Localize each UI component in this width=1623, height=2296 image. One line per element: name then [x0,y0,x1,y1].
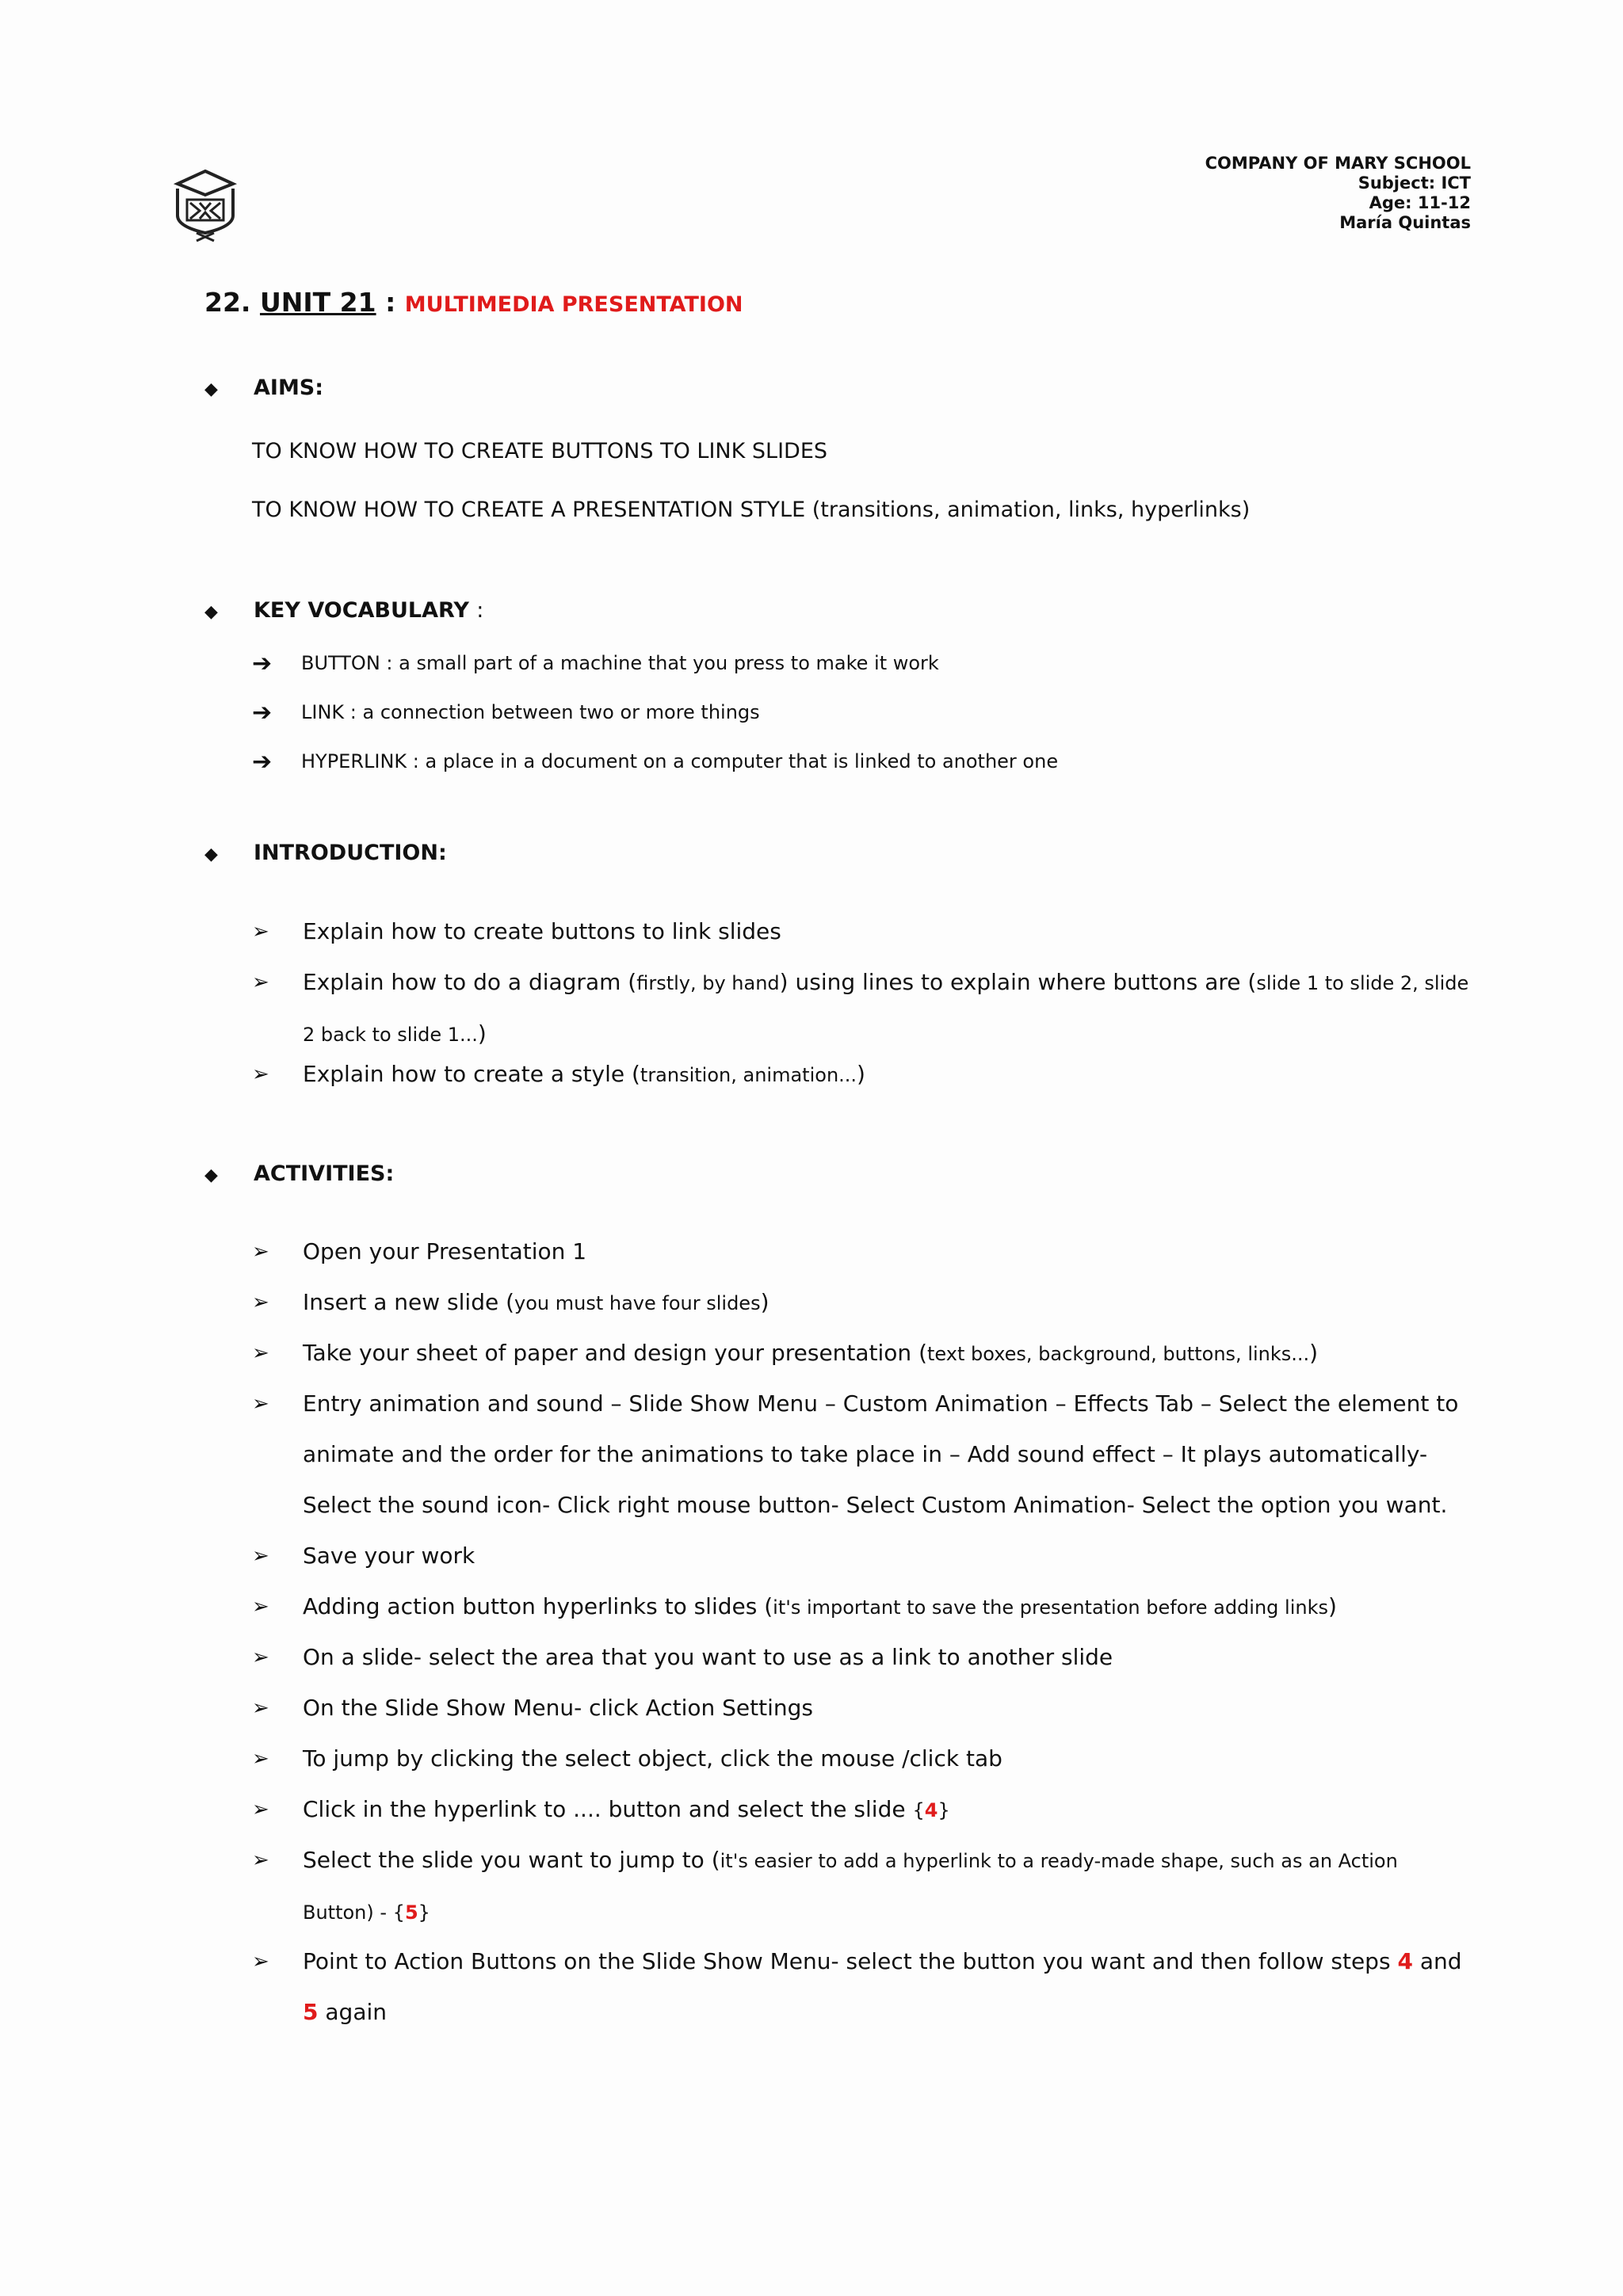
step-number: 4 [1397,1948,1413,1974]
arrowhead-bullet-icon: ➢ [252,1062,269,1086]
arrow-bullet-icon: ➔ [252,748,273,776]
activity-item: ➢ Select the slide you want to jump to (it's easier to add a hyperlink to a ready-made shape, such as an Action Button) - {5} [252,1835,1472,1938]
activity-item: ➢ On the Slide Show Menu- click Action Settings [252,1683,1472,1733]
diamond-bullet-icon: ◆ [204,845,218,864]
arrowhead-bullet-icon: ➢ [252,1291,269,1314]
arrowhead-bullet-icon: ➢ [252,1798,269,1821]
unit-number: 22. [204,287,251,318]
activity-item: ➢ Save your work [252,1531,1472,1581]
arrowhead-bullet-icon: ➢ [252,1696,269,1720]
school-logo [173,170,238,242]
step-number: 5 [404,1901,418,1924]
arrow-bullet-icon: ➔ [252,699,273,727]
teacher-name: María Quintas [1339,213,1471,232]
diamond-bullet-icon: ◆ [204,602,218,622]
arrowhead-bullet-icon: ➢ [252,920,269,944]
vocabulary-item: ➔ BUTTON : a small part of a machine that you press to make it work [252,650,939,677]
introduction-item: ➢ Explain how to do a diagram (firstly, by hand) using lines to explain where buttons are (slide 1 to slide 2, slide 2 back to slide 1...) [252,957,1472,1060]
introduction-heading: ◆ INTRODUCTION: [204,841,447,865]
diamond-bullet-icon: ◆ [204,1165,218,1185]
step-number: 5 [303,1999,319,2025]
arrowhead-bullet-icon: ➢ [252,1544,269,1568]
vocabulary-heading: ◆ KEY VOCABULARY : [204,598,484,623]
unit-label: UNIT 21 [259,287,376,318]
activity-item: ➢ Open your Presentation 1 [252,1226,1472,1277]
activity-item: ➢ Adding action button hyperlinks to slides (it's important to save the presentation before adding links) [252,1581,1472,1633]
introduction-item: ➢ Explain how to create a style (transition, animation...) [252,1049,1472,1100]
title-colon: : [385,287,396,318]
aim-item: TO KNOW HOW TO CREATE BUTTONS TO LINK SLIDES [252,439,828,463]
activity-item: ➢ Take your sheet of paper and design your presentation (text boxes, background, buttons, links...) [252,1328,1472,1379]
aim-item: TO KNOW HOW TO CREATE A PRESENTATION STYLE (transitions, animation, links, hyperlinks) [252,498,1251,522]
arrowhead-bullet-icon: ➢ [252,1646,269,1669]
activity-item: ➢ On a slide- select the area that you want to use as a link to another slide [252,1632,1472,1683]
activity-item: ➢ Click in the hyperlink to .... button and select the slide {4} [252,1784,1472,1836]
activities-heading: ◆ ACTIVITIES: [204,1161,395,1186]
activity-item: ➢ To jump by clicking the select object, click the mouse /click tab [252,1733,1472,1784]
vocabulary-item: ➔ HYPERLINK : a place in a document on a computer that is linked to another one [252,748,1059,776]
vocabulary-item: ➔ LINK : a connection between two or more things [252,699,760,727]
arrowhead-bullet-icon: ➢ [252,1392,269,1416]
step-number: 4 [924,1799,938,1821]
school-header [1205,154,1471,233]
unit-topic: MULTIMEDIA PRESENTATION [404,292,743,317]
arrowhead-bullet-icon: ➢ [252,1240,269,1264]
activity-item: ➢ Insert a new slide (you must have four slides) [252,1277,1472,1329]
arrowhead-bullet-icon: ➢ [252,1341,269,1365]
introduction-item: ➢ Explain how to create buttons to link slides [252,906,1472,957]
arrow-bullet-icon: ➔ [252,650,273,677]
activity-item: ➢ Entry animation and sound – Slide Show Menu – Custom Animation – Effects Tab – Select the element to animate and the order for the animations to take place in – Add sound effect – It plays automatically- Select the sound icon- Click right mouse button- Select Custom Animation- Select the option you want. [252,1379,1472,1531]
arrowhead-bullet-icon: ➢ [252,971,269,994]
activity-item: ➢ Point to Action Buttons on the Slide Show Menu- select the button you want and then follow steps 4 and 5 again [252,1936,1472,2038]
diamond-bullet-icon: ◆ [204,379,218,399]
school-name: COMPANY OF MARY SCHOOL [1205,154,1471,173]
subject: Subject: ICT [1358,174,1471,193]
arrowhead-bullet-icon: ➢ [252,1950,269,1974]
page-title [204,287,743,318]
age-range: Age: 11-12 [1369,193,1471,212]
arrowhead-bullet-icon: ➢ [252,1747,269,1771]
arrowhead-bullet-icon: ➢ [252,1848,269,1872]
aims-heading: ◆ AIMS: [204,376,324,400]
arrowhead-bullet-icon: ➢ [252,1595,269,1619]
